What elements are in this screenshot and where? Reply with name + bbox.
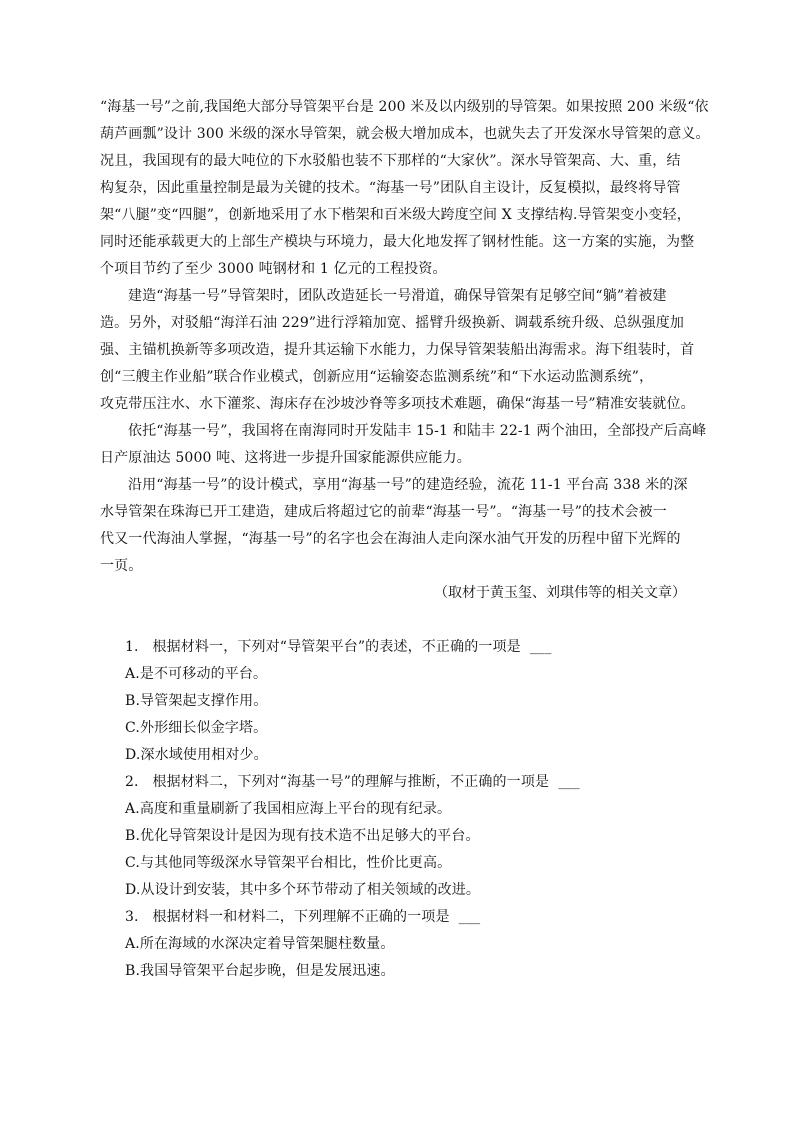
passage-line: “海基一号”之前,我国绝大部分导管架平台是 200 米及以内级别的导管架。如果按照 200 米级“依 (100, 99, 709, 115)
passage-line: 代又一代海油人掌握，“海基一号”的名字也会在海油人走向深水油气开发的历程中留下光辉的 (100, 531, 681, 547)
passage-line: 攻克带压注水、水下灌浆、海床存在沙坡沙脊等多项技术难题，确保“海基一号”精准安装就位。 (100, 396, 695, 412)
passage-line: 依托“海基一号”，我国将在南海同时开发陆丰 15-1 和陆丰 22-1 两个油田，全部投产后高峰 (128, 423, 707, 439)
passage-line: 个项目节约了至少 3000 吨钢材和 1 亿元的工程投资。 (100, 261, 447, 277)
passage-line: 水导管架在珠海已开工建造，建成后将超过它的前辈“海基一号”。“海基一号”的技术会被一 (100, 504, 667, 520)
source-citation: （取材于黄玉玺、刘琪伟等的相关文章） (434, 585, 686, 601)
passage-line: 日产原油达 5000 吨、这将进一步提升国家能源供应能力。 (100, 450, 471, 466)
passage-line: 构复杂，因此重量控制是最为关键的技术。“海基一号”团队自主设计，反复模拟，最终将导管 (100, 180, 681, 196)
question-stem: 3. 根据材料一和材料二，下列理解不正确的一项是 ___ (125, 909, 481, 925)
question-option: C.与其他同等级深水导管架平台相比，性价比更高。 (125, 855, 452, 871)
passage-line: 架“八腿”变“四腿”，创新地采用了水下楷架和百米级大跨度空间 X 支撑结构.导管架变小变轻， (100, 207, 691, 223)
passage-line: 建造“海基一号”导管架时，团队改造延长一号滑道，确保导管架有足够空间“躺”着被建 (128, 288, 667, 304)
question-option: B.我国导管架平台起步晚，但是发展迅速。 (125, 963, 395, 979)
question-option: B.导管架起支撑作用。 (125, 693, 268, 709)
question-option: A.是不可移动的平台。 (125, 666, 268, 682)
question-option: A.高度和重量刷新了我国相应海上平台的现有纪录。 (125, 801, 452, 817)
question-stem: 2. 根据材料二，下列对“海基一号”的理解与推断，不正确的一项是 ___ (125, 774, 580, 790)
passage-line: 创“三艘主作业船”联合作业模式，创新应用“运输姿态监测系统”和“下水运动监测系统”， (100, 369, 654, 385)
question-option: D.深水域使用相对少。 (125, 747, 268, 763)
question-option: A.所在海域的水深决定着导管架腿柱数量。 (125, 936, 395, 952)
passage-line: 况且，我国现有的最大吨位的下水驳船也装不下那样的“大家伙”。深水导管架高、大、重，结 (100, 153, 681, 169)
question-option: B.优化导管架设计是因为现有技术造不出足够大的平台。 (125, 828, 480, 844)
question-option: D.从设计到安装，其中多个环节带动了相关领域的改进。 (125, 882, 481, 898)
passage-line: 沿用“海基一号”的设计模式，享用“海基一号”的建造经验，流花 11-1 平台高 338 米的深 (128, 477, 688, 493)
passage-line: 一页。 (100, 558, 143, 574)
question-option: C.外形细长似金字塔。 (125, 720, 268, 736)
passage-line: 强、主锚机换新等多项改造，提升其运输下水能力，力保导管架装船出海需求。海下组装时，首 (100, 342, 695, 358)
passage-line: 同时还能承载更大的上部生产模块与环境力，最大化地发挥了钢材性能。这一方案的实施，为整 (100, 234, 695, 250)
question-stem: 1. 根据材料一，下列对“导管架平台”的表述，不正确的一项是 ___ (125, 639, 552, 655)
passage-line: 葫芦画瓢”设计 300 米级的深水导管架，就会极大增加成本，也就失去了开发深水导管架的意义。 (100, 126, 710, 142)
passage-line: 造。另外，对驳船“海洋石油 229”进行浮箱加宽、摇臂升级换新、调载系统升级、总纵强度加 (100, 315, 685, 331)
